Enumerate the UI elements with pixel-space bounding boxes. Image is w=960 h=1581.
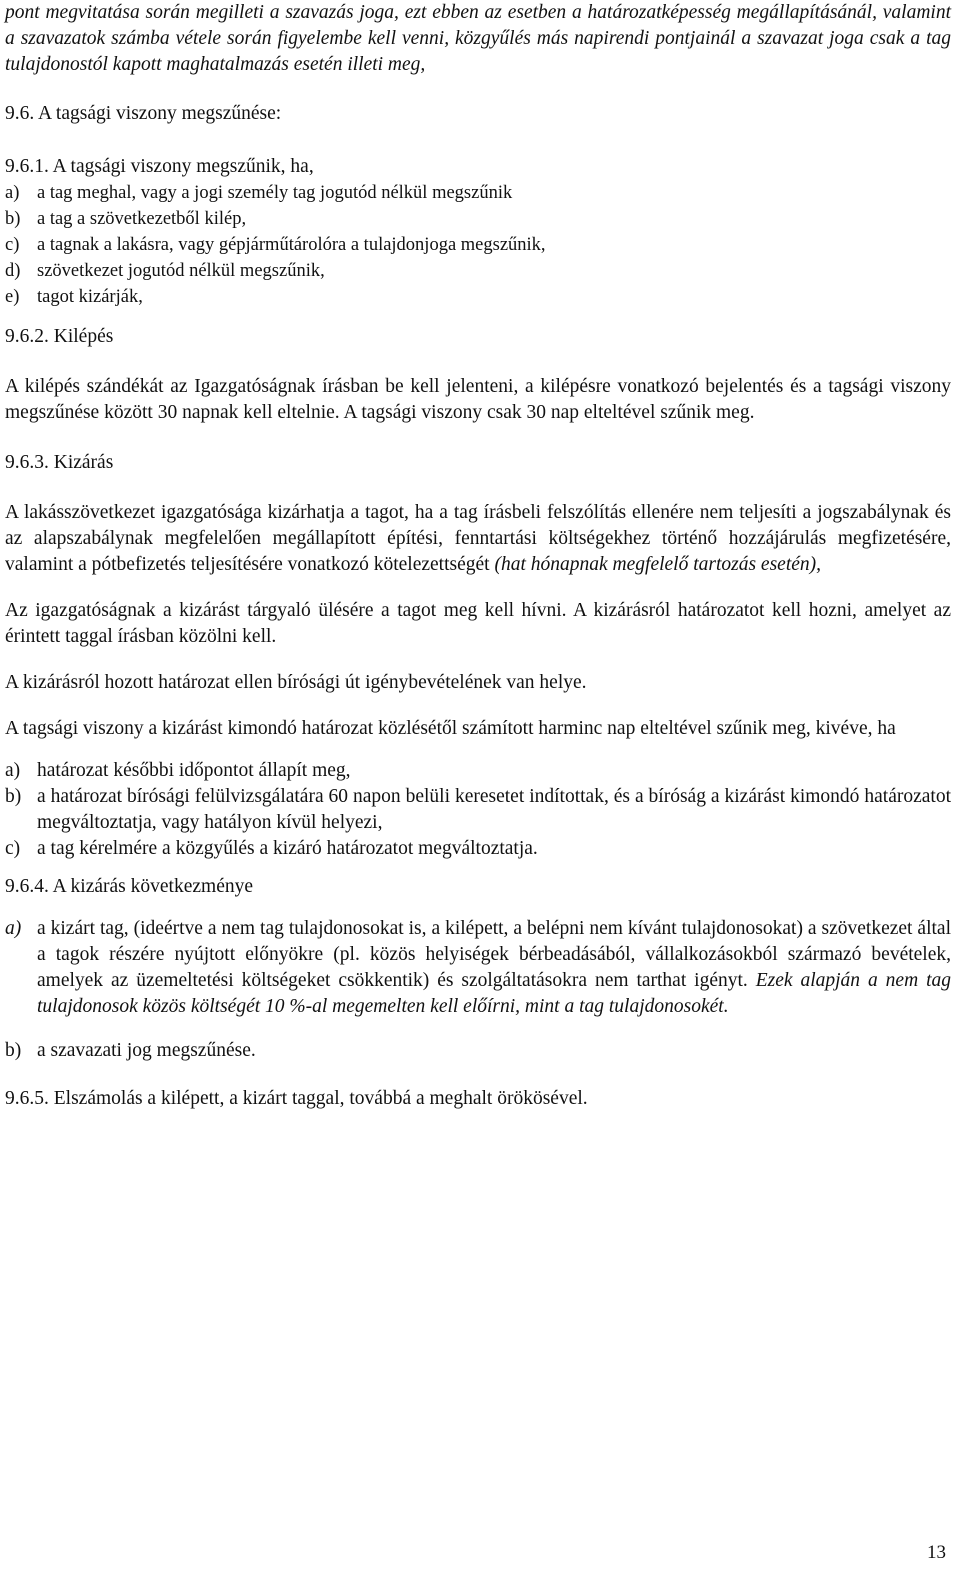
list-item-text: a határozat bírósági felülvizsgálatára 60 napon belüli keresetet indítottak, és a bíróság a kizárást kimondó határozatot megváltoztatja, vagy hatályon kívül helyezi, <box>37 786 951 833</box>
section-heading-9-6-1: 9.6.1. A tagsági viszony megszűnik, ha, <box>5 156 314 177</box>
exclusion-consequences-list <box>5 916 951 1064</box>
list-item <box>5 916 951 1020</box>
list-item-label: c) <box>5 235 20 255</box>
list-item <box>5 1038 951 1064</box>
list-item-text-regular: a kizárt tag, (ideértve a nem tag tulajdonosokat is, a kilépett, a belépni nem kívánt tulajdonosokat) a szövetkezet által a tagok részére nyújtott előnyökre (pl. közös helyiségek bérbeadásából, vállalkozásokból származó bevételek, amelyek az üzemeltetési költségeket csökkentik) és szolgáltatásokra nem tarthat igényt. <box>37 918 951 991</box>
list-item <box>5 206 951 232</box>
list-item-text: a tag meghal, vagy a jogi személy tag jogutód nélkül megszűnik <box>37 183 513 203</box>
section-heading-9-6-3: 9.6.3. Kizárás <box>5 452 114 473</box>
list-item-label: b) <box>5 1040 22 1061</box>
list-item-label: b) <box>5 786 22 807</box>
list-item-label: a) <box>5 183 20 203</box>
list-item-text: határozat későbbi időpontot állapít meg, <box>37 760 351 781</box>
list-item-label: a) <box>5 918 22 939</box>
kizaras-paragraph-4: A tagsági viszony a kizárást kimondó határozat közlésétől számított harminc nap elteltével szűnik meg, kivéve, ha <box>5 718 896 739</box>
page-number: 13 <box>927 1542 946 1563</box>
kizaras-paragraph-1-text: A lakásszövetkezet igazgatósága kizárhatja a tagot, ha a tag írásbeli felszólítás ellenére nem teljesíti a jogszabálynak és az alapszabálynak megfelelően megállapított építési, fenntartási költségekhez történő hozzájárulás megfizetésére, valamint a pótbefizetés teljesítésére vonatkozó kötelezettségét <box>5 502 951 575</box>
list-item-text <box>37 916 951 1020</box>
list-item-text-italic: Ezek alapján a nem tag tulajdonosok közös költségét 10 %-al megemelten kell előírni, mint a tag tulajdonosokét. <box>37 970 951 1017</box>
list-item <box>5 784 951 836</box>
list-item <box>5 258 951 284</box>
list-item-label: b) <box>5 209 21 229</box>
list-item <box>5 232 951 258</box>
section-heading-9-6-4: 9.6.4. A kizárás következménye <box>5 876 254 897</box>
kizaras-paragraph-3: A kizárásról hozott határozat ellen bírósági út igénybevételének van helye. <box>5 672 587 693</box>
section-heading-9-6: 9.6. A tagsági viszony megszűnése: <box>5 103 282 124</box>
list-item-text: szövetkezet jogutód nélkül megszűnik, <box>37 261 325 281</box>
list-item-text: tagot kizárják, <box>37 287 143 307</box>
section-heading-9-6-2: 9.6.2. Kilépés <box>5 326 114 347</box>
document-page <box>5 0 951 1112</box>
list-item-text: a tag kérelmére a közgyűlés a kizáró határozatot megváltoztatja. <box>37 838 538 859</box>
section-heading-9-6-5: 9.6.5. Elszámolás a kilépett, a kizárt taggal, továbbá a meghalt örökösével. <box>5 1088 588 1109</box>
list-item-text: a tag a szövetkezetből kilép, <box>37 209 247 229</box>
list-item-text: a tagnak a lakásra, vagy gépjárműtárolóra a tulajdonjoga megszűnik, <box>37 235 546 255</box>
list-item-text: a szavazati jog megszűnése. <box>37 1040 256 1061</box>
list-item-label: e) <box>5 287 20 307</box>
kizaras-paragraph-1-italic: (hat hónapnak megfelelő tartozás esetén), <box>494 554 822 575</box>
intro-paragraph: pont megvitatása során megilleti a szavazás joga, ezt ebben az esetben a határozatképesség megállapításánál, valamint a szavazatok számba vétele során figyelembe kell venni, közgyűlés más napirendi pontjainál a szavazat joga csak a tag tulajdonostól kapott maghatalmazás esetén illeti meg, <box>5 2 951 75</box>
list-item-label: d) <box>5 261 21 281</box>
exclusion-exceptions-list <box>5 758 951 862</box>
list-item-label: c) <box>5 838 21 859</box>
list-item <box>5 284 951 310</box>
list-item-label: a) <box>5 760 21 781</box>
list-item <box>5 180 951 206</box>
list-item <box>5 836 951 862</box>
list-item <box>5 758 951 784</box>
termination-reasons-list <box>5 180 951 310</box>
kizaras-paragraph-1 <box>5 500 951 578</box>
kilepes-paragraph: A kilépés szándékát az Igazgatóságnak írásban be kell jelenteni, a kilépésre vonatkozó bejelentés és a tagsági viszony megszűnése között 30 napnak kell eltelnie. A tagsági viszony csak 30 nap elteltével szűnik meg. <box>5 376 951 423</box>
kizaras-paragraph-2: Az igazgatóságnak a kizárást tárgyaló ülésére a tagot meg kell hívni. A kizárásról határozatot kell hozni, amelyet az érintett taggal írásban közölni kell. <box>5 600 951 647</box>
